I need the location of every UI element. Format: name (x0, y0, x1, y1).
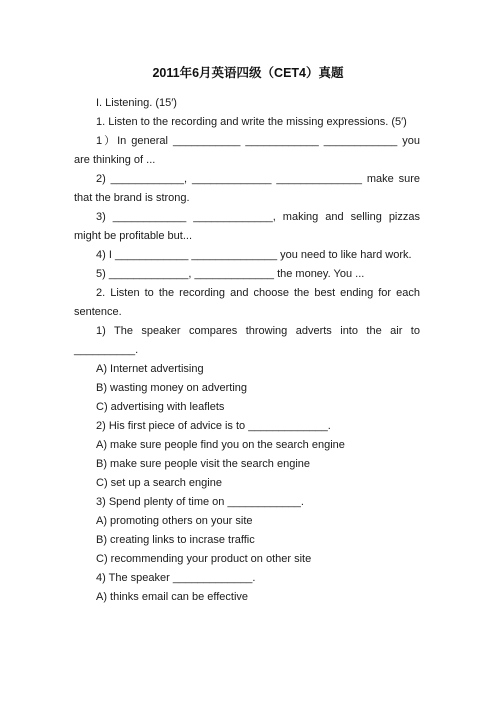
mc-question-2-option-a: A) make sure people find you on the search engine (96, 439, 345, 451)
fill-blank-item-1: 1）In general ___________ ____________ ____________ you are thinking of ... (74, 135, 420, 166)
mc-question-4-option-a: A) thinks email can be effective (96, 591, 249, 603)
question-1-instruction: 1. Listen to the recording and write the missing expressions. (5′) (96, 116, 407, 128)
mc-question-4: 4) The speaker _____________. (96, 572, 256, 584)
document-title: 2011年6月英语四级（CET4）真题 (152, 66, 344, 80)
section-heading-listening: I. Listening. (15′) (96, 97, 177, 109)
mc-question-1: 1) The speaker compares throwing adverts into the air to __________. (74, 325, 420, 356)
fill-blank-item-5: 5) _____________, _____________ the money. You ... (96, 268, 365, 280)
mc-question-3-option-c: C) recommending your product on other site (96, 553, 312, 565)
mc-question-2: 2) His first piece of advice is to _____________. (96, 420, 331, 432)
fill-blank-item-2: 2) ____________, _____________ ______________ make sure that the brand is strong. (74, 173, 420, 204)
mc-question-1-option-b: B) wasting money on adverting (96, 382, 248, 394)
question-2-instruction: 2. Listen to the recording and choose the best ending for each sentence. (74, 287, 420, 318)
mc-question-1-option-a: A) Internet advertising (96, 363, 204, 375)
mc-question-2-option-b: B) make sure people visit the search engine (96, 458, 311, 470)
mc-question-3-option-b: B) creating links to incrase traffic (96, 534, 255, 546)
mc-question-3: 3) Spend plenty of time on ____________. (96, 496, 304, 508)
mc-question-1-option-c: C) advertising with leaflets (96, 401, 225, 413)
mc-question-2-option-c: C) set up a search engine (96, 477, 222, 489)
document-body (74, 94, 420, 607)
mc-question-3-option-a: A) promoting others on your site (96, 515, 253, 527)
fill-blank-item-4: 4) I ____________ ______________ you need to like hard work. (96, 249, 412, 261)
fill-blank-item-3: 3) ____________ _____________, making and selling pizzas might be profitable but... (74, 211, 420, 242)
